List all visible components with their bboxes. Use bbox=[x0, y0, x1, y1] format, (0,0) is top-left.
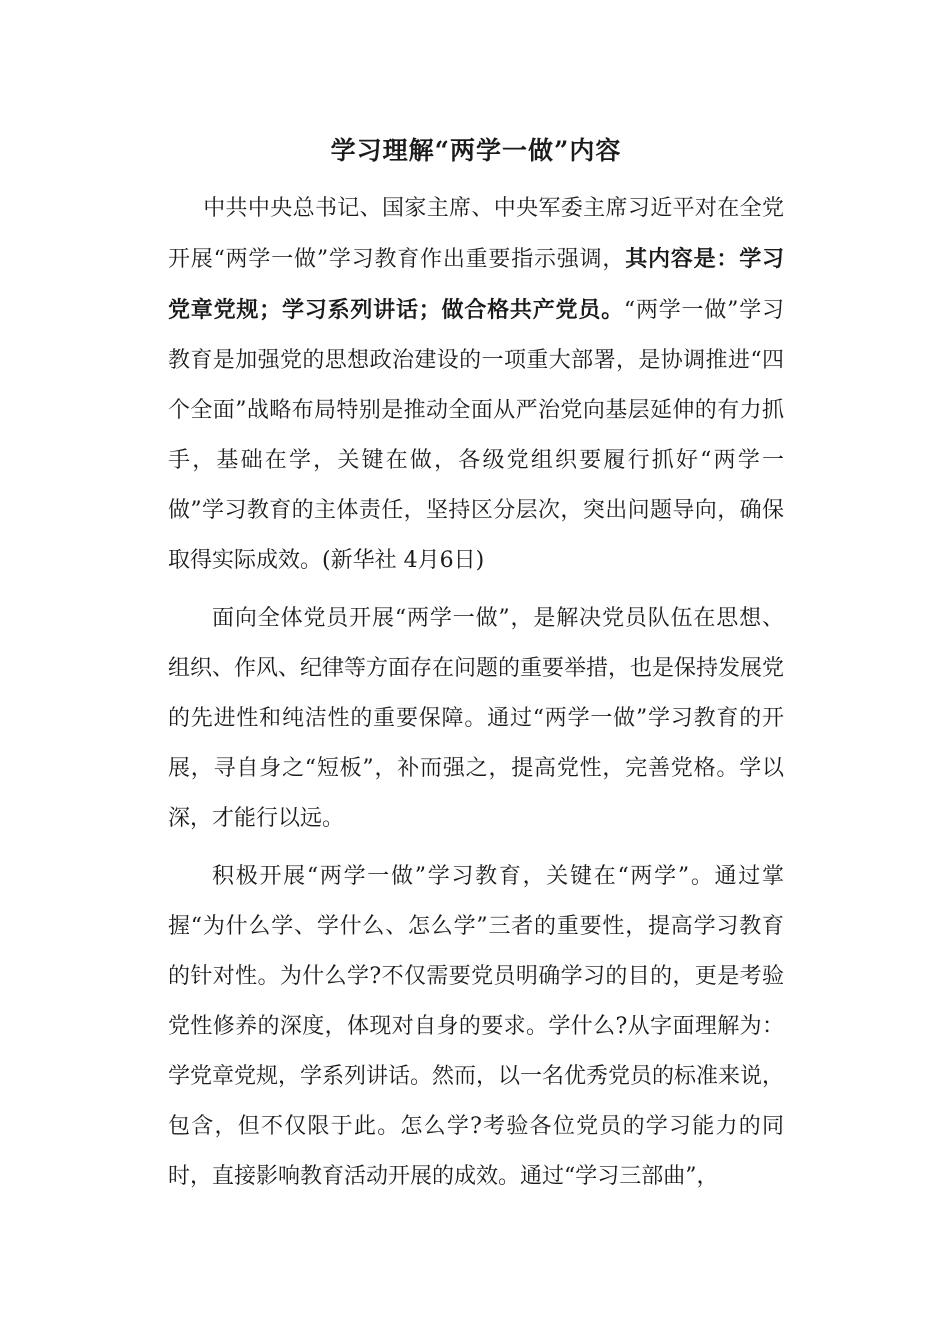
document-page bbox=[168, 128, 784, 1202]
paragraph-1-emphasis: 其内容是：学习党章党规；学习系列讲话；做合格共产党员。 bbox=[168, 246, 784, 323]
paragraph-1-intro: 中共中央总书记、国家主席、中央军委主席习近平对在全党开展“两学一做”学习教育作出重要指示强调， bbox=[168, 196, 784, 272]
document-title: 学习理解“两学一做”内容 bbox=[330, 136, 622, 165]
paragraph-3: 积极开展“两学一做”学习教育，关键在“两学”。通过掌握“为什么学、学什么、怎么学”三者的重要性，提高学习教育的针对性。为什么学?不仅需要党员明确学习的目的，更是考验党性修养的深度，体现对自身的要求。学什么?从字面理解为：学党章党规，学系列讲话。然而，以一名优秀党员的标准来说，包含，但不仅限于此。怎么学?考验各位党员的学习能力的同时，直接影响教育活动开展的成效。通过“学习三部曲”， bbox=[168, 864, 785, 1189]
paragraph-2: 面向全体党员开展“两学一做”，是解决党员队伍在思想、组织、作风、纪律等方面存在问题的重要举措，也是保持发展党的先进性和纯洁性的重要保障。通过“两学一做”学习教育的开展，寻自身之“短板”，补而强之，提高党性，完善党格。学以深，才能行以远。 bbox=[168, 606, 785, 831]
paragraph-1-body: “两学一做”学习教育是加强党的思想政治建设的一项重大部署，是协调推进“四个全面”战略布局特别是推动全面从严治党向基层延伸的有力抓手，基础在学，关键在做，各级党组织要履行抓好“两学一做”学习教育的主体责任，坚持区分层次，突出问题导向，确保取得实际成效。(新华社 4月6日) bbox=[168, 298, 784, 573]
paragraph-1 bbox=[168, 184, 784, 586]
